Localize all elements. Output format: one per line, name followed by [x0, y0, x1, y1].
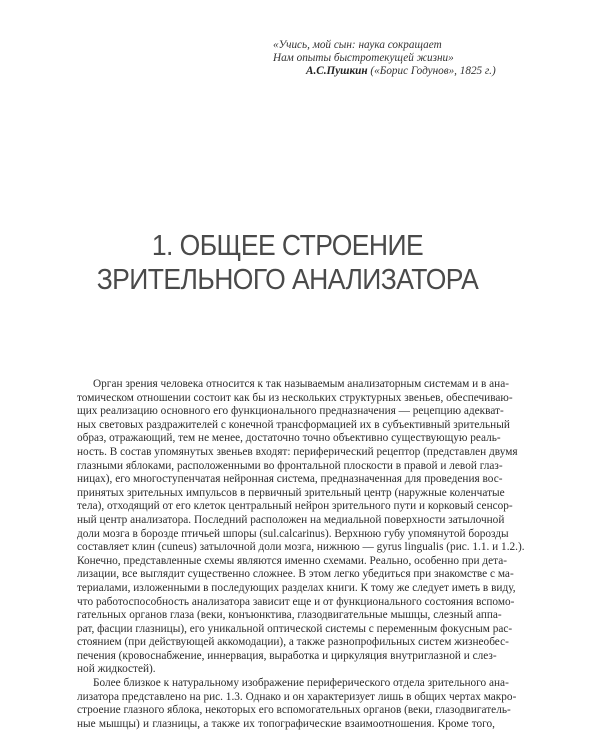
epigraph-author: А.С.Пушкин	[306, 65, 368, 78]
body-line: Орган зрения человека относится к так называемым анализаторным системам и в ана-	[93, 378, 509, 390]
body-line: Более близкое к натуральному изображение периферического отдела зрительного ана-	[93, 677, 509, 690]
body-line: щих реализацию основного его функционального предназначения — рецепцию адекват-	[77, 405, 504, 418]
body-line: гательных органов глаза (веки, конъюнктива, глазодвигательные мышцы, слезный аппа-	[77, 609, 502, 622]
body-line: ных световых раздражителей с конечной трансформацией их в субъективный зрительный	[77, 418, 510, 431]
body-line: ный центр анализатора. Последний расположен на медиальной поверхности затылочной	[77, 513, 505, 526]
epigraph-attribution	[273, 65, 573, 78]
body-line: глазными яблоками, расположенными во фронтальной плоскости в правой и левой глаз-	[77, 459, 503, 472]
body-line: образ, отражающий, тем не менее, достаточно точно объективно существующую реаль-	[77, 432, 501, 445]
body-line: лизатора представлено на рис. 1.3. Однако и он характеризует лишь в общих чертах макро-	[77, 690, 517, 703]
body-line: строение глазного яблока, некоторых его вспомогательных органов (веки, глазодвигатель-	[77, 704, 511, 717]
epigraph	[273, 39, 573, 79]
body-line: составляет клин (cuneus) затылочной доли мозга, нижнюю — gyrus lingualis (рис. 1.1. и 1.2.).	[77, 541, 525, 554]
chapter-title-line-1: 1. ОБЩЕЕ СТРОЕНИЕ	[151, 230, 424, 262]
body-line: принятых зрительных импульсов в первичный зрительный центр (наружные коленчатые	[77, 486, 505, 499]
body-text	[77, 378, 525, 731]
body-line: тела), отходящий от его клеток центральный нейрон зрительного пути и корковый сенсор-	[77, 500, 513, 513]
chapter-title	[76, 229, 499, 297]
epigraph-line-1: «Учись, мой сын: наука сокращает	[273, 39, 442, 51]
body-line: рат, фасции глазницы), его уникальной оптической системы с переменным фокусным рас-	[77, 622, 513, 635]
epigraph-source: («Борис Годунов», 1825 г.)	[367, 65, 496, 78]
chapter-title-line-2: ЗРИТЕЛЬНОГО АНАЛИЗАТОРА	[96, 264, 479, 296]
body-line: териалами, изложенными в последующих разделах книги. К тому же следует иметь в виду,	[77, 581, 516, 594]
body-line: ные мышцы) и глазницы, а также их топографические взаимоотношения. Кроме того,	[77, 717, 495, 730]
body-line: стоянием (при действующей аккомодации), а также разнопрофильных систем жизнеобес-	[77, 636, 509, 649]
body-line: Конечно, представленные схемы являются именно схемами. Реально, особенно при дета-	[77, 554, 508, 567]
body-line: ной жидкостей).	[77, 663, 156, 676]
body-line: доли мозга в борозде птичьей шпоры (sul.calcarinus). Верхнюю губу упомянутой борозды	[77, 527, 509, 540]
body-line: что работоспособность анализатора зависит еще и от функционального состояния вспомо-	[77, 595, 515, 608]
body-line: лизации, все выглядит существенно сложнее. В этом легко убедиться при знакомстве с ма-	[77, 568, 514, 581]
body-line: томическом отношении состоит как бы из нескольких структурных звеньев, обеспечиваю-	[77, 391, 513, 404]
body-line: ность. В состав упомянутых звеньев входят: периферический рецептор (представлен двумя	[77, 445, 518, 458]
body-line: ницах), его многоступенчатая нейронная система, предназначенная для проведения вос-	[77, 473, 503, 486]
epigraph-line-2: Нам опыты быстротекущей жизни»	[273, 52, 454, 65]
body-line: печения (кровоснабжение, иннервация, выработка и циркуляция внутриглазной и слез-	[77, 649, 497, 662]
